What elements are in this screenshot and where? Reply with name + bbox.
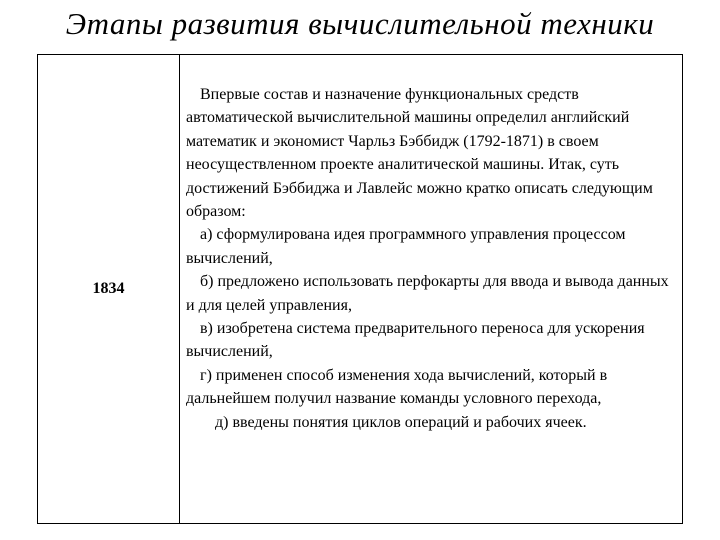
list-item: б) предложено использовать перфокарты для ввода и вывода данных и для целей управления, <box>186 273 669 314</box>
list-item: а) сформулирована идея программного управления процессом вычислений, <box>186 226 626 267</box>
year-label: 1834 <box>92 280 125 297</box>
slide-title: Этапы развития вычислительной техники <box>65 6 655 41</box>
list-item: д) введены понятия циклов операций и рабочих ячеек. <box>215 413 587 431</box>
intro-paragraph: Впервые состав и назначение функциональных средств автоматической вычислительной машины определил английский математик и экономист Чарльз Бэббидж (1792-1871) в своем неосуществленном проекте аналитической машины. Итак, суть достижений Бэббиджа и Лавлейс можно кратко описать следующим образом: <box>186 86 653 221</box>
list-item: г) применен способ изменения хода вычислений, который в дальнейшем получил название команды условного перехода, <box>186 366 608 408</box>
description-cell <box>186 83 680 434</box>
content-table <box>37 54 683 524</box>
year-cell <box>38 55 180 523</box>
list-item: в) изобретена система предварительного переноса для ускорения вычислений, <box>186 320 645 361</box>
